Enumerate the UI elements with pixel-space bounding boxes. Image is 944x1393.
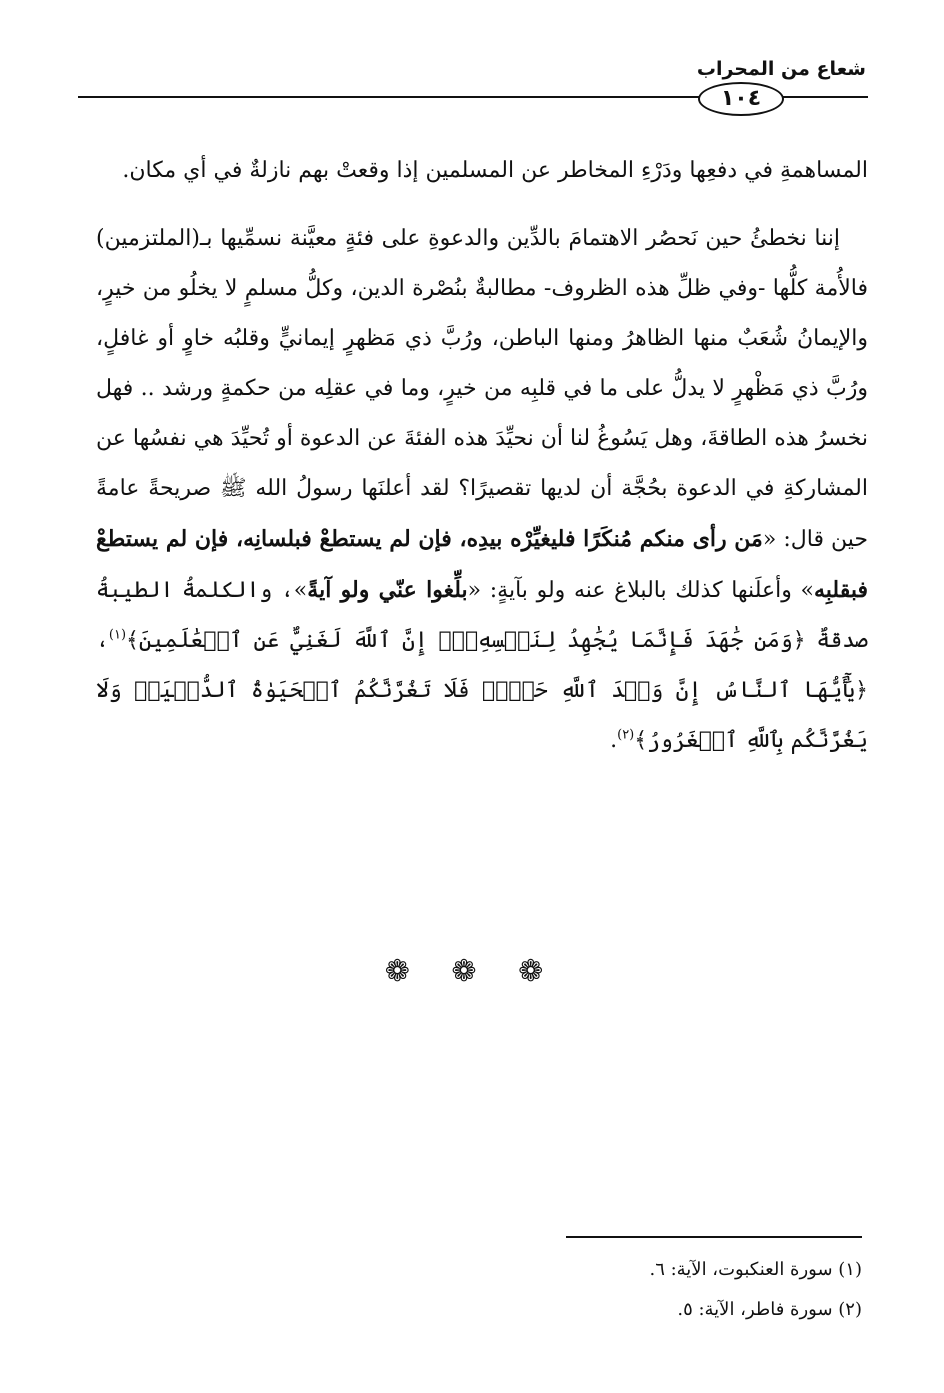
paragraph-2-text-1: إننا نخطئُ حين نَحصُر الاهتمامَ بالدِّين والدعوةِ على فئةٍ معيَّنة نسمِّيها بـ(الملتزمين) فالأُمة كلُّها -وفي ظلِّ هذه الظروف- مطالبةٌ بنُصْرة الدين، وكلُّ مسلمٍ لا يخلُو من خيرٍ، والإيمانُ شُعَبٌ منها الظاهرُ ومنها الباطن، ورُبَّ ذي مَظهرٍ إيمانيٍّ وقلبُه خاوٍ أو غافلٍ، ورُبَّ ذي مَظْهرٍ لا يدلُّ على ما في قلبِه من خيرٍ، وما في عقلِه من حكمةٍ ورشد .. فهل نخسرُ هذه الطاقةَ، وهل يَسُوغُ لنا أن نحيِّدَ هذه الفئةَ عن الدعوة أو تُحيِّدَ هي نفسُها عن المشاركةِ في الدعوة بحُجَّة أن لديها تقصيرًا؟ لقد أعلنَها رسولُ الله ﷺ صريحةً عامةً حين قال: « bbox=[96, 226, 868, 552]
body-text bbox=[96, 146, 868, 766]
quran-verse-1: ﴿وَمَن جَٰهَدَ فَإِنَّمَا يُجَٰهِدُ لِنَفۡسِهِۦٓۚ إِنَّ ٱللَّهَ لَغَنِيٌّ عَنِ ٱلۡعَٰلَمِينَ﴾ bbox=[126, 628, 806, 653]
page-number: ١٠٤ bbox=[698, 82, 784, 116]
footnotes bbox=[442, 1250, 862, 1330]
paragraph-2 bbox=[96, 214, 868, 766]
paragraph-1: المساهمةِ في دفعِها ودَرْءِ المخاطر عن المسلمين إذا وقعتْ بهم نازلةٌ في أي مكان. bbox=[122, 158, 868, 183]
verse-separator: ، bbox=[96, 628, 109, 653]
footnote-ref-2: (٢) bbox=[617, 727, 635, 743]
footnote-rule bbox=[566, 1236, 862, 1238]
paragraph-2-text-3: »، والكلمةُ الطيبةُ صدقةٌ bbox=[96, 578, 869, 653]
running-head-title: شعاع من المحراب bbox=[696, 58, 866, 80]
footnote-2: (٢) سورة فاطر، الآية: ٥. bbox=[677, 1299, 862, 1320]
section-ornaments: ❁ ❁ ❁ bbox=[384, 954, 560, 989]
hadith-quote-2: بلِّغوا عنّي ولو آيةً bbox=[307, 577, 468, 603]
footnote-1: (١) سورة العنكبوت، الآية: ٦. bbox=[649, 1259, 862, 1280]
paragraph-2-end: . bbox=[610, 728, 618, 753]
footnote-ref-1: (١) bbox=[108, 627, 127, 643]
hadith-quote-1: مَن رأى منكم مُنكَرًا فليغيِّرْه بيدِه، فإن لم يستطعْ فبلسانِه، فإن لم يستطعْ فبقلبِه bbox=[96, 526, 868, 603]
paragraph-2-text-2: » وأعلَنها كذلك بالبلاغ عنه ولو بآيةٍ: « bbox=[467, 578, 814, 603]
quran-verse-2: ﴿يَٰٓأَيُّهَا ٱلنَّاسُ إِنَّ وَعۡدَ ٱللَّهِ حَقّٞۖ فَلَا تَغُرَّنَّكُمُ ٱلۡحَيَوٰةُ ٱلدُّنۡيَاۖ وَلَا يَغُرَّنَّكُم بِٱللَّهِ ٱلۡغَرُورُ﴾ bbox=[96, 678, 868, 753]
